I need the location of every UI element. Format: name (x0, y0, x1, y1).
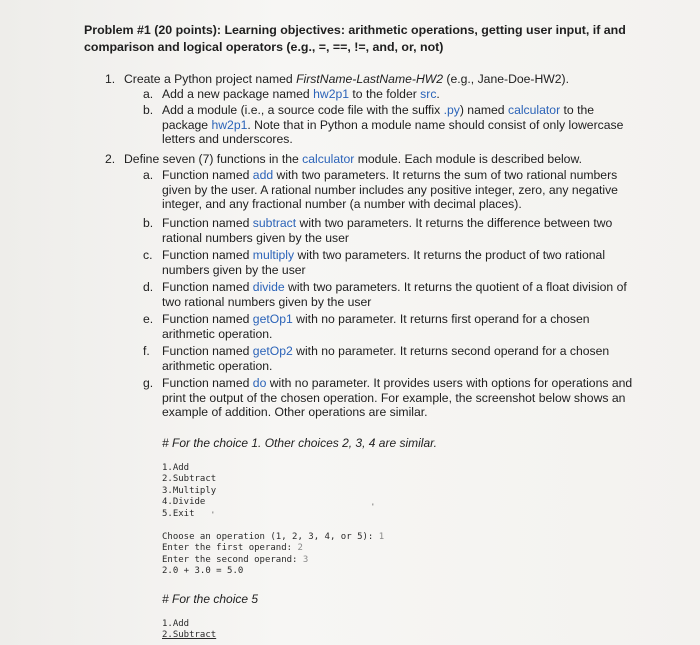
function-item-line (162, 231, 637, 246)
function-name: do (252, 376, 267, 390)
text-cursor-icon: ' (372, 502, 374, 512)
step-1b-l1-mid: ) named (459, 103, 508, 117)
function-item-line (162, 216, 637, 231)
problem-title (84, 22, 674, 56)
step-2-number: 2. (105, 152, 116, 166)
comment-choice-1: # For the choice 1. Other choices 2, 3, 4 are similar. (162, 436, 438, 450)
function-desc: given by the user. A rational number includes any positive integer, zero, any negative (162, 182, 618, 197)
function-desc: Function named (162, 280, 253, 294)
step-1a-folder: src (420, 87, 437, 101)
step-1b-l1-pre: Add a module (i.e., a source code file with the suffix (162, 103, 444, 117)
step-1a-label: a. (143, 87, 154, 101)
function-item-text (162, 248, 637, 277)
function-item-label: b. (143, 216, 154, 230)
function-name: getOp2 (252, 344, 293, 358)
step-1b-package: hw2p1 (211, 117, 248, 132)
function-item-text (162, 168, 637, 212)
function-name: subtract (252, 216, 297, 230)
session-prompt: Choose an operation (1, 2, 3, 4, or 5): (162, 532, 379, 542)
step-1-text (124, 72, 569, 87)
function-item-line (162, 280, 637, 295)
function-item-label: d. (143, 280, 154, 294)
function-desc: with two parameters. It returns the sum of two rational numbers (273, 168, 618, 182)
step-1-number: 1. (105, 72, 116, 86)
function-item-text (162, 312, 637, 341)
function-desc: example of addition. Other operations are similar. (162, 405, 428, 420)
step-2-module: calculator (302, 152, 355, 166)
session-output (162, 532, 384, 578)
function-desc: with no parameter. It returns second operand for a chosen (292, 344, 610, 358)
menu-output-2 (162, 619, 216, 642)
function-item-line (162, 312, 637, 327)
function-desc: with two parameters. It returns the difference between two (296, 216, 613, 230)
function-item-line (162, 168, 637, 183)
step-1a-text (162, 87, 440, 102)
function-desc: with two parameters. It returns the product of two rational (294, 248, 606, 262)
function-desc: with no parameter. It returns first operand for a chosen (292, 312, 590, 326)
step-1a-package: hw2p1 (313, 87, 350, 101)
step-1b-l3: letters and underscores. (162, 132, 293, 147)
function-name: add (252, 168, 274, 182)
title-line-1: Problem #1 (20 points): Learning objectives: arithmetic operations, getting user input, if and (84, 23, 626, 37)
function-item-line (162, 327, 637, 342)
step-1b-l2-post: . Note that in Python a module name should consist of only lowercase (247, 117, 624, 132)
function-desc: with no parameter. It provides users with options for operations and (266, 376, 633, 390)
menu-item: 1.Add (162, 463, 190, 473)
function-desc: Function named (162, 168, 253, 182)
function-desc: Function named (162, 248, 253, 262)
menu-item: 5.Exit (162, 508, 195, 519)
text-cursor-icon: ' (212, 510, 214, 520)
function-item-line (162, 391, 637, 406)
function-desc: Function named (162, 312, 253, 326)
function-desc: arithmetic operation. (162, 326, 273, 341)
menu-item: 2.Subtract (162, 474, 217, 485)
function-desc: two rational numbers given by the user (162, 294, 372, 309)
function-item-label: c. (143, 248, 153, 262)
step-1b-module: calculator (507, 103, 561, 117)
function-item-label: f. (143, 344, 150, 358)
menu-output-1 (162, 463, 216, 520)
function-item-line (162, 295, 637, 310)
step-1-pre: Create a Python project named (124, 72, 297, 86)
function-item-line (162, 359, 637, 374)
function-desc: Function named (162, 344, 253, 358)
function-desc: rational numbers given by the user (162, 230, 349, 245)
function-name: multiply (252, 248, 295, 262)
function-item-text (162, 280, 637, 309)
menu-item: 4.Divide (162, 497, 206, 508)
function-name: divide (252, 280, 285, 294)
function-item-label: e. (143, 312, 154, 326)
first-operand-prompt: Enter the first operand: (162, 543, 298, 554)
function-item-line (162, 405, 637, 420)
step-2-pre: Define seven (7) functions in the (124, 152, 303, 166)
session-result: 2.0 + 3.0 = 5.0 (162, 566, 244, 577)
second-operand-value: 3 (302, 554, 309, 565)
step-1b-suffix: .py (443, 103, 460, 117)
step-1b-label: b. (143, 103, 154, 117)
function-item-label: a. (143, 168, 154, 182)
comment-choice-5: # For the choice 5 (162, 592, 259, 606)
function-item-line (162, 197, 637, 212)
function-item-line (162, 376, 637, 391)
menu-item: 2.Subtract (162, 630, 217, 641)
function-desc: Function named (162, 216, 253, 230)
session-choice: 1 (378, 532, 385, 542)
step-1a-post: . (436, 87, 440, 101)
step-1-project-name: FirstName-LastName-HW2 (296, 72, 444, 86)
function-desc: print the output of the chosen operation. For example, the screenshot below shows an (162, 390, 626, 405)
step-1b-text (162, 103, 632, 147)
function-desc: integer, and any fractional number (a number with decimal places). (162, 197, 522, 212)
function-item-text (162, 376, 637, 420)
menu-item: 1.Add (162, 619, 190, 629)
step-2-text (124, 152, 582, 167)
step-1a-mid: to the folder (349, 87, 421, 101)
step-1-post: (e.g., Jane-Doe-HW2). (443, 72, 570, 86)
function-item-text (162, 216, 637, 245)
title-line-2: comparison and logical operators (e.g., =, ==, !=, and, or, not) (84, 40, 444, 54)
step-2-post: module. Each module is described below. (354, 152, 582, 166)
function-item-line (162, 248, 637, 263)
function-desc: arithmetic operation. (162, 358, 273, 373)
first-operand-value: 2 (297, 543, 303, 554)
function-item-line (162, 183, 637, 198)
function-item-label: g. (143, 376, 154, 390)
function-desc: with two parameters. It returns the quotient of a float division of (284, 280, 627, 294)
function-desc: Function named (162, 376, 253, 390)
function-item-text (162, 344, 637, 373)
step-1a-pre: Add a new package named (162, 87, 314, 101)
menu-item: 3.Multiply (162, 485, 217, 496)
function-name: getOp1 (252, 312, 293, 326)
function-desc: numbers given by the user (162, 262, 306, 277)
step-1b-l2-pre: package (162, 117, 212, 132)
step-1b-l1-post: to the (560, 103, 595, 117)
function-item-line (162, 344, 637, 359)
second-operand-prompt: Enter the second operand: (162, 554, 303, 565)
function-item-line (162, 263, 637, 278)
